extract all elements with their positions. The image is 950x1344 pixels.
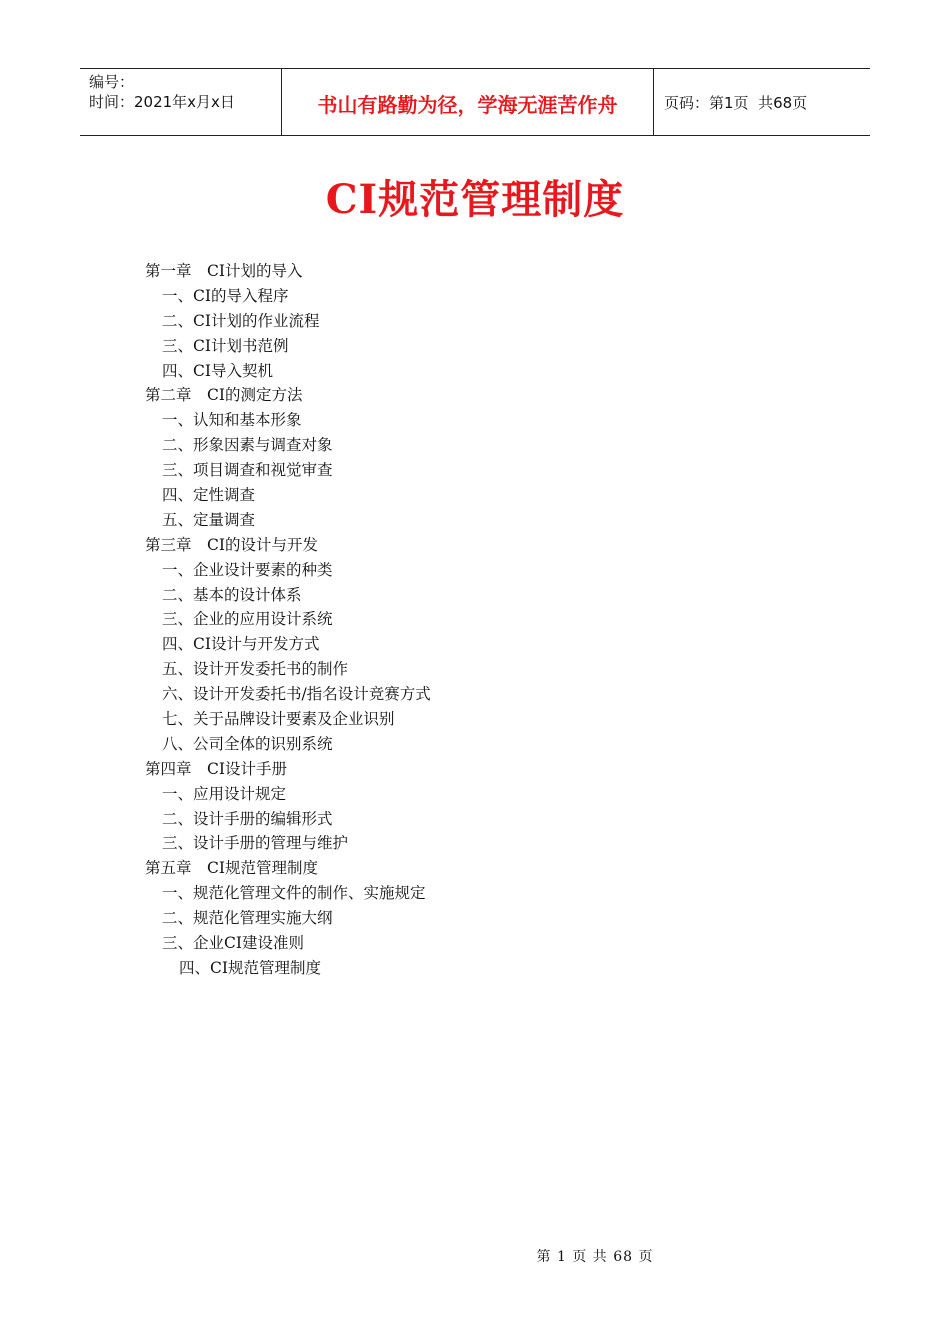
toc-section: 二、设计手册的编辑形式 bbox=[162, 809, 333, 828]
toc-section: 四、CI规范管理制度 bbox=[179, 958, 321, 977]
toc-section: 一、应用设计规定 bbox=[162, 784, 287, 803]
header-page-info: 页码：第1页 共68页 bbox=[664, 93, 808, 112]
toc-section: 一、认知和基本形象 bbox=[162, 411, 302, 430]
toc-chapter: 第五章 CI规范管理制度 bbox=[145, 859, 318, 878]
header-page-cell bbox=[654, 69, 870, 135]
page-footer bbox=[0, 1246, 950, 1266]
table-of-contents bbox=[145, 259, 431, 981]
toc-chapter: 第二章 CI的测定方法 bbox=[145, 386, 303, 405]
toc-section: 六、设计开发委托书/指名设计竞赛方式 bbox=[162, 685, 431, 704]
toc-section: 二、CI计划的作业流程 bbox=[162, 311, 320, 330]
document-time-label: 时间：2021年x月x日 bbox=[89, 93, 235, 111]
toc-section: 二、基本的设计体系 bbox=[162, 585, 302, 604]
document-number-label: 编号： bbox=[89, 73, 135, 91]
toc-chapter: 第四章 CI设计手册 bbox=[145, 759, 287, 778]
toc-section: 一、企业设计要素的种类 bbox=[162, 560, 333, 579]
toc-section: 三、企业的应用设计系统 bbox=[162, 610, 333, 629]
header-meta-cell bbox=[80, 69, 282, 135]
toc-section: 三、设计手册的管理与维护 bbox=[162, 834, 349, 853]
toc-section: 五、定量调查 bbox=[162, 510, 256, 529]
toc-section: 二、规范化管理实施大纲 bbox=[162, 909, 333, 928]
page-header bbox=[80, 68, 870, 136]
toc-section: 八、公司全体的识别系统 bbox=[162, 734, 333, 753]
toc-section: 四、定性调查 bbox=[162, 486, 256, 505]
toc-section: 五、设计开发委托书的制作 bbox=[162, 660, 349, 679]
toc-section: 四、CI设计与开发方式 bbox=[162, 635, 320, 654]
toc-chapter: 第三章 CI的设计与开发 bbox=[145, 535, 318, 554]
toc-section: 四、CI导入契机 bbox=[162, 361, 273, 380]
footer-page-number: 第 1 页 共 68 页 bbox=[536, 1249, 654, 1265]
toc-section: 一、规范化管理文件的制作、实施规定 bbox=[162, 884, 426, 903]
document-title: CI规范管理制度 bbox=[325, 176, 625, 223]
toc-chapter: 第一章 CI计划的导入 bbox=[145, 262, 303, 280]
toc-section: 七、关于品牌设计要素及企业识别 bbox=[162, 710, 395, 729]
header-motto: 书山有路勤为径，学海无涯苦作舟 bbox=[317, 93, 618, 117]
toc-section: 二、形象因素与调查对象 bbox=[162, 436, 333, 455]
toc-section: 三、企业CI建设准则 bbox=[162, 934, 304, 953]
toc-section: 一、CI的导入程序 bbox=[162, 286, 289, 305]
header-motto-cell bbox=[282, 69, 654, 135]
toc-section: 三、项目调查和视觉审查 bbox=[162, 461, 333, 480]
toc-section: 三、CI计划书范例 bbox=[162, 336, 289, 355]
